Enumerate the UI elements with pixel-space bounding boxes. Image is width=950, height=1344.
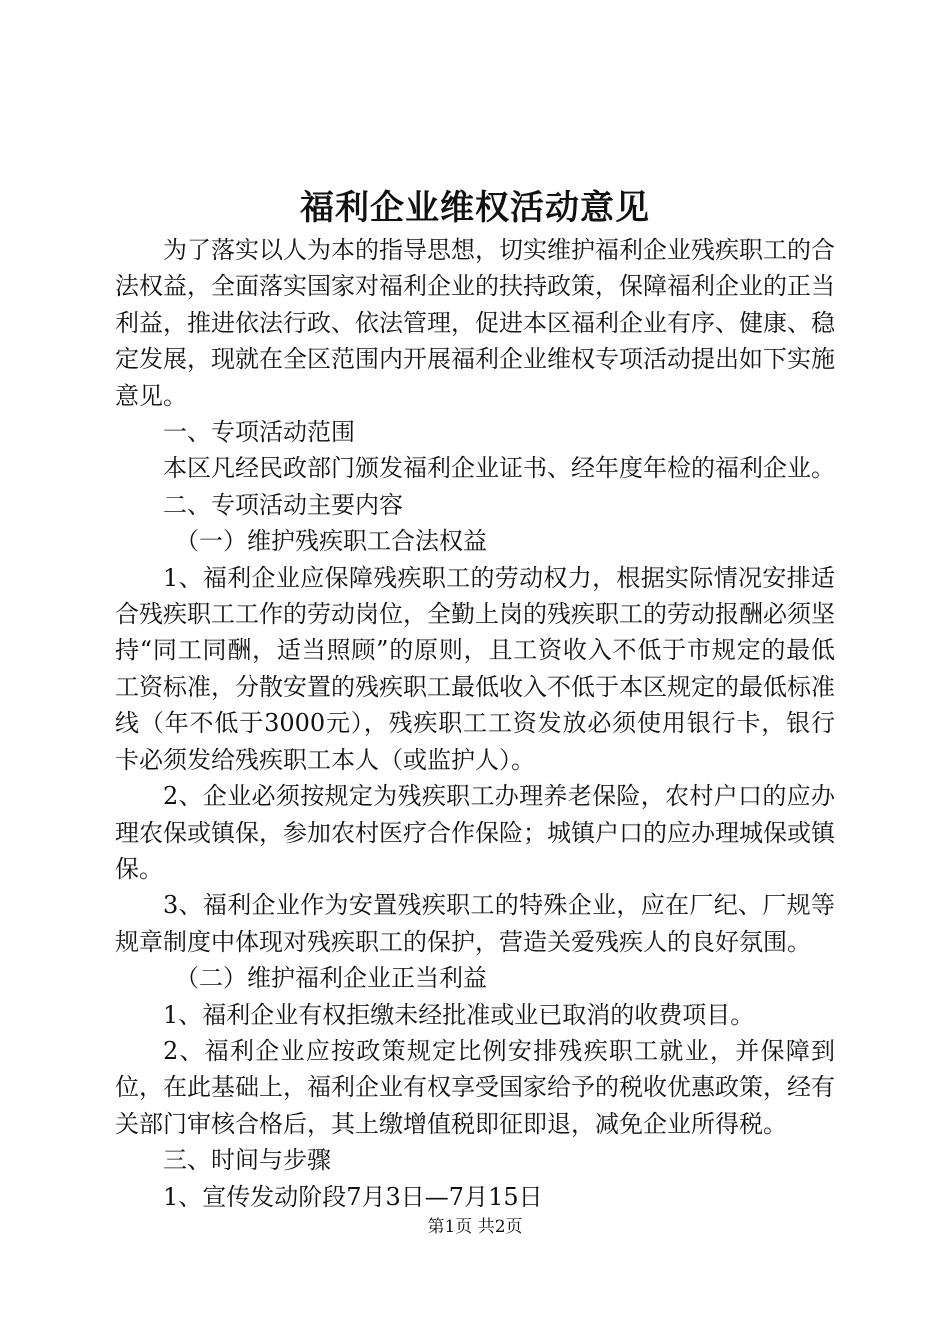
paragraph-item-2-1: 1、福利企业有权拒缴未经批准或业已取消的收费项目。 (163, 1000, 755, 1029)
section-heading-3: 三、时间与步骤 (163, 1146, 331, 1175)
paragraph-scope: 本区凡经民政部门颁发福利企业证书、经年度年检的福利企业。 (163, 454, 835, 483)
subsection-heading-2: （二）维护福利企业正当利益 (175, 964, 487, 993)
intro-paragraph: 为了落实以人为本的指导思想，切实维护福利企业残疾职工的合法权益，全面落实国家对福利企业的扶持政策，保障福利企业的正当利益，推进依法行政、依法管理，促进本区福利企业有序、健康、稳定发展，现就在全区范围内开展福利企业维权专项活动提出如下实施意见。 (115, 236, 835, 410)
subsection-heading-1: （一）维护残疾职工合法权益 (175, 527, 487, 556)
page-footer: 第1页 共2页 (427, 1217, 523, 1237)
document-body (115, 232, 835, 1215)
paragraph-item-1-1: 1、福利企业应保障残疾职工的劳动权力，根据实际情况安排适合残疾职工工作的劳动岗位，全勤上岗的残疾职工的劳动报酬必须坚持“同工同酬，适当照顾”的原则，且工资收入不低于市规定的最低工资标准，分散安置的残疾职工最低收入不低于本区规定的最低标准线（年不低于3000元），残疾职工工资发放必须使用银行卡，银行卡必须发给残疾职工本人（或监护人）。 (115, 563, 835, 774)
paragraph-item-1-3: 3、福利企业作为安置残疾职工的特殊企业，应在厂纪、厂规等规章制度中体现对残疾职工的保护，营造关爱残疾人的良好氛围。 (115, 891, 835, 956)
section-heading-2: 二、专项活动主要内容 (163, 490, 403, 519)
paragraph-item-3-1: 1、宣传发动阶段7月3日—7月15日 (163, 1182, 543, 1211)
section-heading-1: 一、专项活动范围 (163, 418, 355, 447)
paragraph-item-1-2: 2、企业必须按规定为残疾职工办理养老保险，农村户口的应办理农保或镇保，参加农村医疗合作保险；城镇户口的应办理城保或镇保。 (115, 782, 835, 883)
document-title: 福利企业维权活动意见 (300, 188, 650, 228)
paragraph-item-2-2: 2、福利企业应按政策规定比例安排残疾职工就业，并保障到位，在此基础上，福利企业有权享受国家给予的税收优惠政策，经有关部门审核合格后，其上缴增值税即征即退，减免企业所得税。 (115, 1036, 835, 1138)
